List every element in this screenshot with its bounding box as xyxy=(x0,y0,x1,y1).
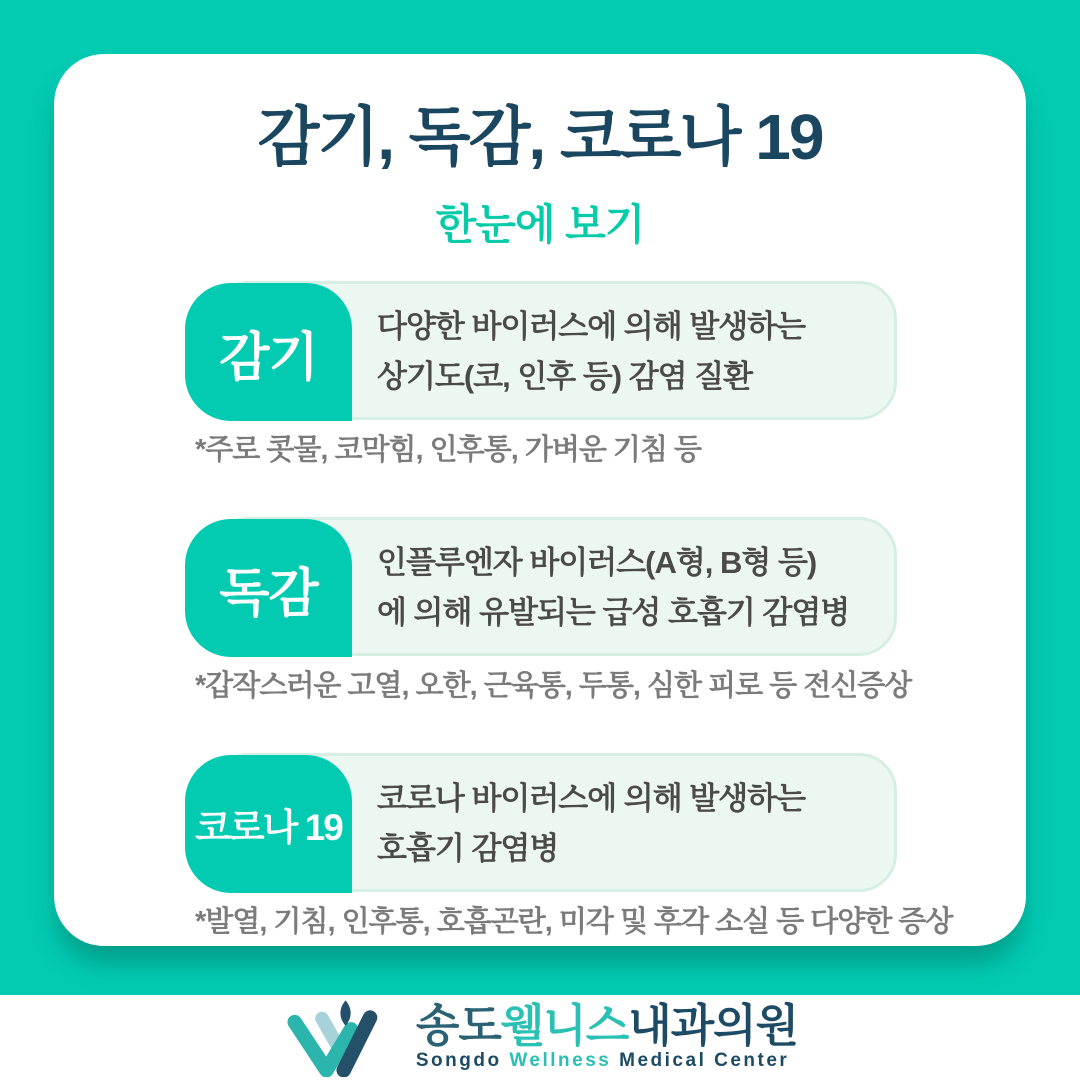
clinic-name-english xyxy=(416,1049,789,1073)
clinic-name-en-songdo: Songdo xyxy=(415,1050,502,1071)
symptom-note: *발열, 기침, 인후통, 호흡곤란, 미각 및 후각 소실 등 다양한 증상 xyxy=(195,906,953,938)
clinic-name-songdo: 송도 xyxy=(415,1000,501,1051)
disease-description xyxy=(377,538,849,638)
description-line-2: 에 의해 유발되는 급성 호흡기 감염병 xyxy=(377,595,850,630)
clinic-name-korean xyxy=(415,1000,799,1051)
disease-tag-label: 감기 xyxy=(219,328,318,387)
clinic-logo xyxy=(0,996,1080,1080)
disease-description xyxy=(377,774,805,874)
disease-tag-label: 코로나 19 xyxy=(195,807,342,848)
disease-tag-covid19 xyxy=(185,755,352,893)
clinic-logo-text xyxy=(415,1000,799,1073)
disease-description xyxy=(377,302,805,402)
description-line-2: 상기도(코, 인후 등) 감염 질환 xyxy=(377,359,753,394)
symptom-note: *갑작스러운 고열, 오한, 근육통, 두통, 심한 피로 등 전신증상 xyxy=(195,670,912,702)
clinic-name-medical: 내과의원 xyxy=(628,1000,799,1051)
description-line-1: 인플루엔자 바이러스(A형, B형 등) xyxy=(377,545,817,580)
disease-tag-flu xyxy=(185,519,352,657)
disease-tag-label: 독감 xyxy=(219,564,318,623)
disease-tag-cold xyxy=(185,283,352,421)
clinic-name-en-wellness: Wellness xyxy=(509,1050,612,1071)
disease-row-flu xyxy=(185,517,912,707)
description-line-1: 코로나 바이러스에 의해 발생하는 xyxy=(377,781,806,816)
w-leaf-logo-icon xyxy=(282,999,400,1077)
clinic-name-en-medical-center: Medical Center xyxy=(619,1050,790,1071)
description-line-1: 다양한 바이러스에 의해 발생하는 xyxy=(377,309,806,344)
description-line-2: 호흡기 감염병 xyxy=(377,831,559,866)
disease-row-covid19 xyxy=(185,753,953,943)
page-subtitle: 한눈에 보기 xyxy=(435,201,645,248)
disease-row-cold xyxy=(185,281,905,471)
page-title: 감기, 독감, 코로나 19 xyxy=(257,101,823,173)
clinic-name-wellness: 웰니스 xyxy=(500,1000,629,1051)
symptom-note: *주로 콧물, 코막힘, 인후통, 가벼운 기침 등 xyxy=(195,434,702,466)
